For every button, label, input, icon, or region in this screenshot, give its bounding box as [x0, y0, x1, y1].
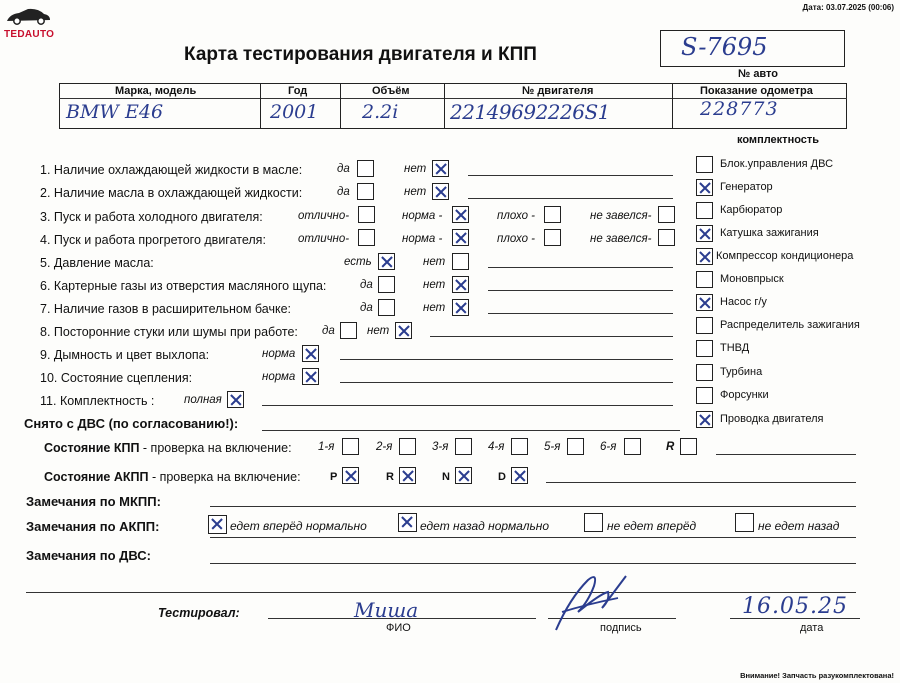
akpp-no-backward[interactable]: [735, 513, 754, 532]
check-item-2: 2. Наличие масла в охлаждающей жидкости:: [40, 186, 303, 200]
check-4-excellent[interactable]: [358, 229, 375, 246]
check-3-bad[interactable]: [544, 206, 561, 223]
car-logo-icon: [4, 6, 52, 26]
odometer-label: Показание одометра: [700, 85, 813, 97]
volume-label: Объём: [372, 85, 410, 97]
kpp-gear-2[interactable]: [399, 438, 416, 455]
year-value: 2001: [270, 101, 319, 123]
check-1-yes[interactable]: [357, 160, 374, 177]
akpp-backward-ok[interactable]: [398, 513, 417, 532]
check-item-3: 3. Пуск и работа холодного двигателя:: [40, 210, 263, 224]
kit-title: комплектность: [737, 134, 820, 146]
check-10-normal[interactable]: [302, 368, 319, 385]
remarks-mkpp-label: Замечания по МКПП:: [26, 494, 161, 509]
auto-number-box: [660, 30, 845, 67]
check-item-1: 1. Наличие охлаждающей жидкости в масле:: [40, 163, 303, 177]
odometer-value: 228773: [700, 98, 779, 120]
auto-number-label: № авто: [738, 68, 779, 80]
kpp-gear-3[interactable]: [455, 438, 472, 455]
check-7-no[interactable]: [452, 299, 469, 316]
check-8-yes[interactable]: [340, 322, 357, 339]
date-stamp: Дата: 03.07.2025 (00:06): [802, 3, 894, 12]
year-label: Год: [288, 85, 308, 97]
check-3-normal[interactable]: [452, 206, 469, 223]
make-label: Марка, модель: [115, 85, 197, 97]
check-5-yes[interactable]: [378, 253, 395, 270]
check-item-4: 4. Пуск и работа прогретого двигателя:: [40, 233, 266, 247]
kit-ac-compressor[interactable]: [696, 248, 713, 265]
logo: [4, 6, 55, 42]
engine-no-value: 22149692226S1: [450, 100, 610, 124]
check-item-9: 9. Дымность и цвет выхлопа:: [40, 348, 210, 362]
kit-ecu[interactable]: [696, 156, 713, 173]
kit-turbo[interactable]: [696, 364, 713, 381]
akpp-forward-ok[interactable]: [208, 515, 227, 534]
kpp-gear-4[interactable]: [511, 438, 528, 455]
akpp-gear-d[interactable]: [511, 467, 528, 484]
date-label: дата: [800, 622, 824, 634]
check-4-bad[interactable]: [544, 229, 561, 246]
kit-injectors[interactable]: [696, 387, 713, 404]
check-2-yes[interactable]: [357, 183, 374, 200]
check-8-no[interactable]: [395, 322, 412, 339]
akpp-gear-n[interactable]: [455, 467, 472, 484]
kpp-gear-5[interactable]: [567, 438, 584, 455]
check-item-10: 10. Состояние сцепления:: [40, 371, 193, 385]
kit-ignition-coil[interactable]: [696, 225, 713, 242]
akpp-gear-p[interactable]: [342, 467, 359, 484]
check-9-normal[interactable]: [302, 345, 319, 362]
akpp-label: Состояние АКПП - проверка на включение:: [44, 470, 301, 484]
check-5-no[interactable]: [452, 253, 469, 270]
kit-carburetor[interactable]: [696, 202, 713, 219]
kit-distributor[interactable]: [696, 317, 713, 334]
check-item-6: 6. Картерные газы из отверстия масляного щупа:: [40, 279, 327, 293]
kit-generator[interactable]: [696, 179, 713, 196]
make-value: BMW E46: [66, 101, 164, 123]
check-2-no[interactable]: [432, 183, 449, 200]
check-item-7: 7. Наличие газов в расширительном бачке:: [40, 302, 292, 316]
kpp-gear-6[interactable]: [624, 438, 641, 455]
remarks-akpp-label: Замечания по АКПП:: [26, 519, 160, 534]
date-value: 16.05.25: [742, 594, 848, 619]
kit-wiring[interactable]: [696, 411, 713, 428]
kit-ps-pump[interactable]: [696, 294, 713, 311]
removed-label: Снято с ДВС (по согласованию!):: [24, 416, 239, 431]
kpp-gear-r[interactable]: [680, 438, 697, 455]
akpp-no-forward[interactable]: [584, 513, 603, 532]
check-7-yes[interactable]: [378, 299, 395, 316]
check-item-11: 11. Комплектность :: [40, 394, 155, 408]
remarks-dvs-label: Замечания по ДВС:: [26, 548, 151, 563]
kpp-label: Состояние КПП - проверка на включение:: [44, 441, 292, 455]
check-item-8: 8. Посторонние стуки или шумы при работе:: [40, 325, 298, 339]
kit-mono-injection[interactable]: [696, 271, 713, 288]
check-4-no-start[interactable]: [658, 229, 675, 246]
test-card-page: TEDAUTO Дата: 03.07.2025 (00:06) Карта тестирования двигателя и КПП S-7695 № авто Марка, модель Год Объём № двигателя Показание одометра BMW E46 2001 2.2i 22149692226S1 228773 комплектность 1. Наличие охлаждающей жидкости в масле: да нет 2. Наличие масла в охлаждающей жидкости: да нет 3. Пуск и работа холодного двигателя: отлично- норма - плохо - не завелся- 4. Пуск и работа прогретого двигателя: отлично- норма - плохо - не завелся- 5. Давление масла: есть нет 6. Картерные газы из отверстия масляного щупа: да нет 7. Наличие газов в расширительном бачке: да нет 8. Посторонние стуки или шумы при работе: да нет 9. Дымность и цвет выхлопа: норма 10. Состояние сцепления: норма 11. Комплектность : полная Блок.управления ДВС Генератор Карбюратор Катушка зажигания Компрессор кондиционера Моновпрыск Насос г/у Распределитель зажигания ТНВД Турбина Форсунки Проводка двигателя Снято с ДВС (по согласованию!): Состояние КПП - проверка на включение: 1-я 2-я 3-я 4-я 5-я 6-я R Состояние АКПП - проверка на включение: P R N D Замечания по МКПП: Замечания по АКПП: едет вперёд нормально едет назад нормально не едет вперёд не едет назад Замечания по ДВС: Тестировал: Миша ФИО подпись 16.05.25 дата Внимание! Запчасть разукомплектована!: [4, 3, 894, 680]
engine-no-label: № двигателя: [522, 85, 594, 97]
kit-injection-pump[interactable]: [696, 340, 713, 357]
check-item-5: 5. Давление масла:: [40, 256, 154, 270]
check-11-full[interactable]: [227, 391, 244, 408]
fio-label: ФИО: [386, 622, 411, 634]
tested-label: Тестировал:: [158, 606, 240, 620]
footer-note: Внимание! Запчасть разукомплектована!: [740, 671, 894, 680]
check-3-excellent[interactable]: [358, 206, 375, 223]
check-6-no[interactable]: [452, 276, 469, 293]
check-6-yes[interactable]: [378, 276, 395, 293]
check-3-no-start[interactable]: [658, 206, 675, 223]
sign-label: подпись: [600, 622, 642, 634]
volume-value: 2.2i: [362, 101, 399, 123]
akpp-gear-r[interactable]: [399, 467, 416, 484]
kpp-gear-1[interactable]: [342, 438, 359, 455]
fio-value: Миша: [354, 598, 419, 622]
page-title: Карта тестирования двигателя и КПП: [184, 44, 537, 65]
logo-text: TEDAUTO: [4, 29, 55, 40]
auto-number-value: S-7695: [681, 33, 768, 61]
check-1-no[interactable]: [432, 160, 449, 177]
check-4-normal[interactable]: [452, 229, 469, 246]
